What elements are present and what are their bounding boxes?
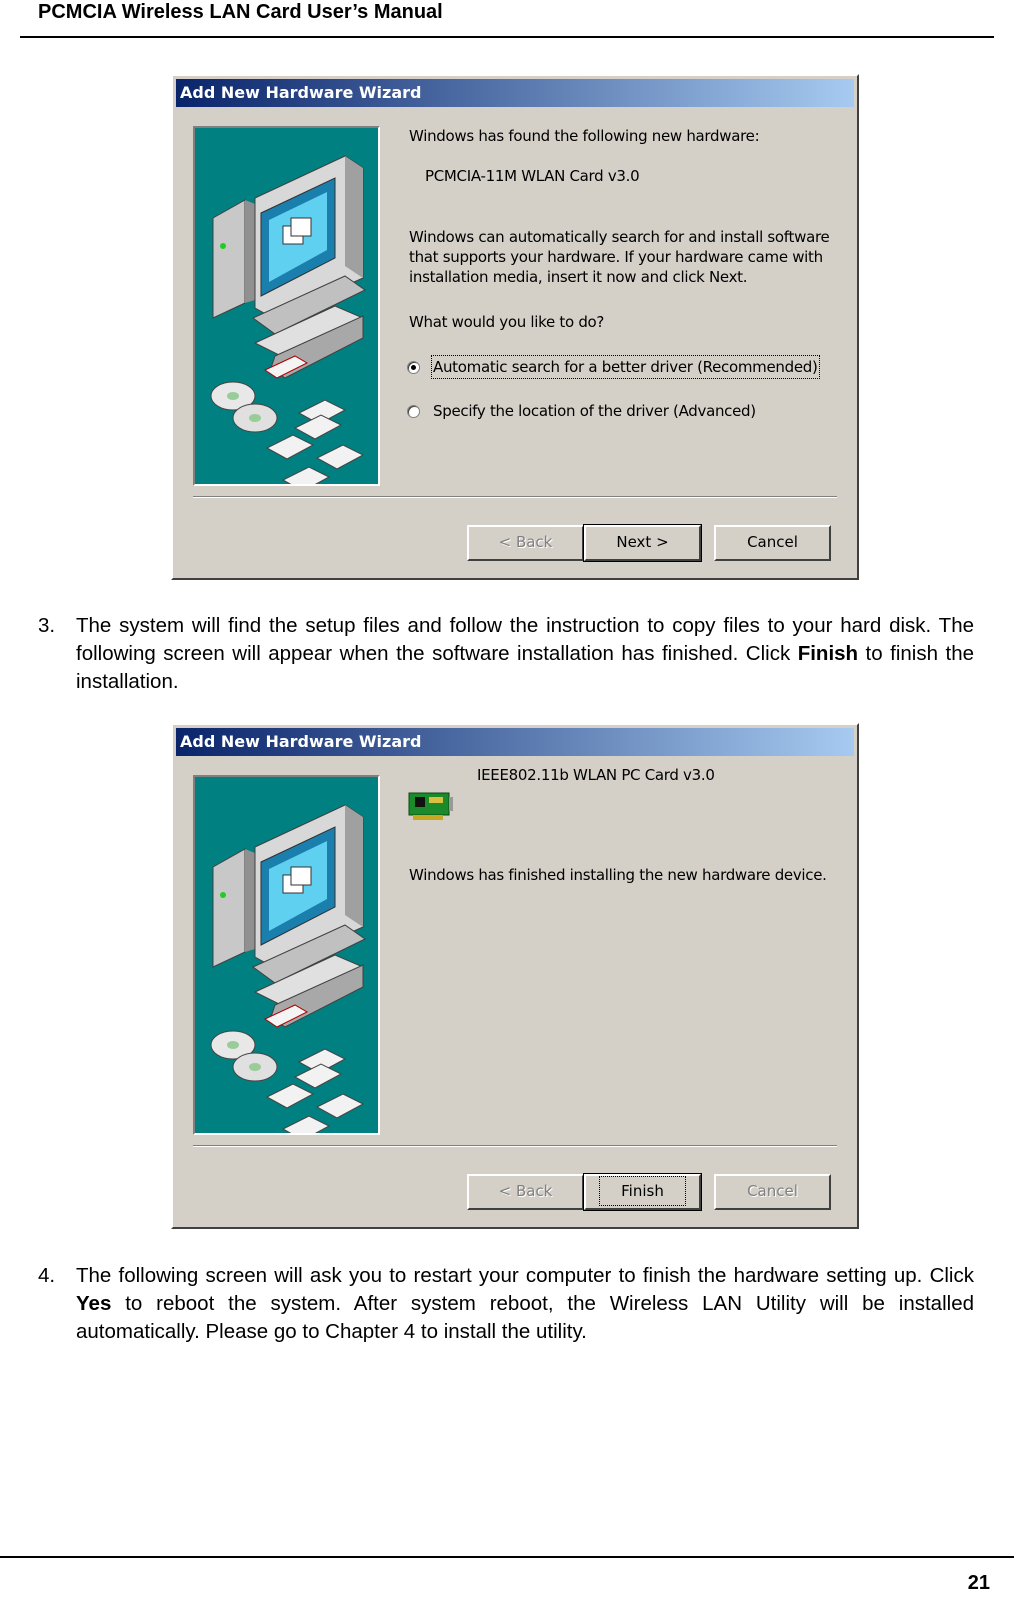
step-3-bold: Finish bbox=[797, 642, 859, 665]
wizard-illustration bbox=[193, 775, 380, 1135]
cd-icon bbox=[211, 1031, 277, 1081]
step-3-text-before: The system will find the setup files and follow the instruction to copy files to your hard disk. The following screen will appear when the software installation has finished. Click bbox=[76, 614, 974, 665]
cancel-button[interactable]: Cancel bbox=[714, 1174, 831, 1210]
description-line-1: Windows can automatically search for and install software bbox=[409, 228, 830, 246]
wizard-illustration bbox=[193, 126, 380, 486]
description-line-2: that supports your hardware. If your hardware came with bbox=[409, 248, 823, 266]
page-number: 21 bbox=[967, 1572, 990, 1594]
button-separator bbox=[193, 1145, 837, 1147]
manual-header-title: PCMCIA Wireless LAN Card User’s Manual bbox=[38, 1, 443, 23]
radio-specify-location[interactable] bbox=[407, 405, 420, 418]
network-card-icon bbox=[407, 787, 455, 823]
footer-rule bbox=[0, 1556, 1014, 1558]
add-hardware-wizard-dialog-2 bbox=[171, 723, 859, 1229]
step-3-text-after: to finish the installation. bbox=[76, 642, 974, 693]
device-name: PCMCIA-11M WLAN Card v3.0 bbox=[425, 167, 640, 185]
floppy-disks-icon bbox=[267, 1049, 363, 1135]
step-4-text-after: to reboot the system. After system reboot, the Wireless LAN Utility will be installed automatically. Please go to Chapter 4 to install the utility. bbox=[76, 1292, 974, 1343]
wizard-title-bar: Add New Hardware Wizard bbox=[176, 728, 854, 756]
question-text: What would you like to do? bbox=[409, 313, 605, 331]
option-automatic-search-label[interactable]: Automatic search for a better driver (Recommended) bbox=[433, 358, 818, 376]
step-3-number: 3. bbox=[38, 614, 56, 637]
step-3-paragraph bbox=[38, 612, 974, 696]
radio-automatic-search[interactable] bbox=[407, 361, 420, 374]
step-4-number: 4. bbox=[38, 1264, 56, 1287]
step-4-text-before: The following screen will ask you to restart your computer to finish the hardware setting up. Click bbox=[76, 1264, 974, 1287]
back-button[interactable]: < Back bbox=[467, 525, 584, 561]
finished-text: Windows has finished installing the new hardware device. bbox=[409, 866, 827, 884]
device-name: IEEE802.11b WLAN PC Card v3.0 bbox=[477, 766, 715, 784]
button-separator bbox=[193, 496, 837, 498]
computer-icon bbox=[213, 805, 365, 1027]
found-hardware-text: Windows has found the following new hardware: bbox=[409, 127, 760, 145]
back-button[interactable]: < Back bbox=[467, 1174, 584, 1210]
add-hardware-wizard-dialog-1 bbox=[171, 74, 859, 580]
floppy-disks-icon bbox=[267, 400, 363, 486]
option-specify-location-label[interactable]: Specify the location of the driver (Advanced) bbox=[433, 402, 756, 420]
finish-button[interactable] bbox=[584, 1174, 701, 1210]
wizard-title-bar: Add New Hardware Wizard bbox=[176, 79, 854, 107]
header-rule bbox=[20, 36, 994, 38]
step-4-bold: Yes bbox=[76, 1292, 112, 1315]
description-line-3: installation media, insert it now and click Next. bbox=[409, 268, 748, 286]
cancel-button[interactable]: Cancel bbox=[714, 525, 831, 561]
computer-icon bbox=[213, 156, 365, 378]
step-4-paragraph bbox=[38, 1262, 974, 1346]
cd-icon bbox=[211, 382, 277, 432]
finish-button-label: Finish bbox=[603, 1180, 682, 1202]
next-button[interactable]: Next > bbox=[584, 525, 701, 561]
